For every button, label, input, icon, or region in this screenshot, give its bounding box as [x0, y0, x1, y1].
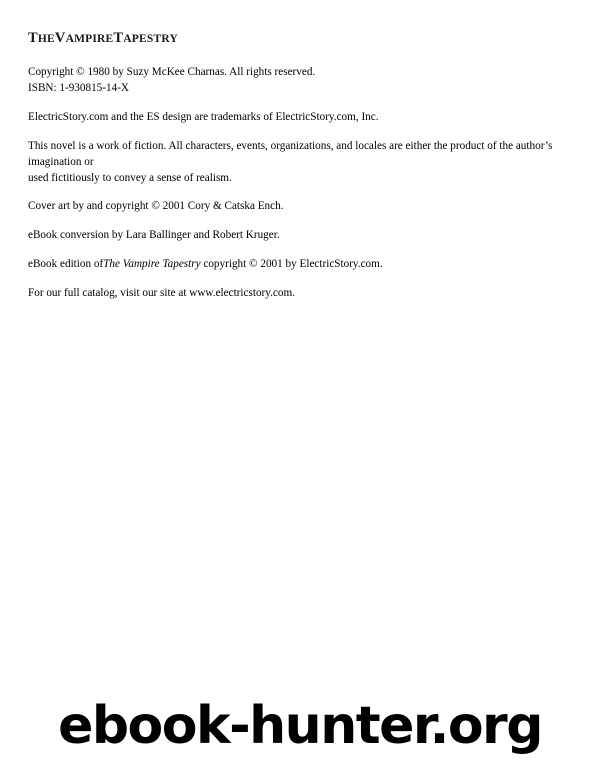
catalog-line: For our full catalog, visit our site at www.electricstory.com.: [28, 287, 295, 300]
site-brand-text: ebook-hunter.org: [58, 696, 542, 756]
title-t-cap: T: [113, 30, 124, 46]
copyright-line: Copyright © 1980 by Suzy McKee Charnas. All rights reserved.: [28, 66, 316, 78]
page-title: [28, 30, 580, 47]
copyright-paragraph: [28, 65, 580, 97]
trademark-paragraph: [28, 110, 580, 126]
title-the-cap: T: [28, 30, 38, 46]
ebook-edition-suffix: copyright © 2001 by ElectricStory.com.: [200, 258, 383, 271]
copyright-page-content: [28, 30, 580, 315]
ebook-conversion-paragraph: [28, 228, 580, 244]
footer-watermark: [0, 696, 600, 756]
cover-art-paragraph: [28, 199, 580, 215]
isbn-line: ISBN: 1-930815-14-X: [28, 81, 129, 94]
fiction-disclaimer-line2: used fictitiously to convey a sense of realism.: [28, 171, 232, 184]
ebook-conversion-line: eBook conversion by Lara Ballinger and Robert Kruger.: [28, 229, 280, 242]
title-the-rest: HE: [37, 33, 55, 45]
fiction-disclaimer-paragraph: [28, 139, 580, 187]
ebook-edition-paragraph: [28, 257, 580, 273]
cover-art-line: Cover art by and copyright © 2001 Cory & Catska Ench.: [28, 200, 284, 213]
catalog-paragraph: [28, 286, 580, 302]
title-ampire: AMPIRE: [65, 33, 114, 45]
ebook-edition-title: The Vampire Tapestry: [103, 258, 201, 271]
trademark-line: ElectricStory.com and the ES design are trademarks of ElectricStory.com, Inc.: [28, 110, 379, 123]
title-apestry: APESTRY: [123, 33, 178, 45]
title-v-cap: V: [54, 30, 66, 46]
fiction-disclaimer-line1: This novel is a work of fiction. All characters, events, organizations, and locales are either the product of the author’s imagination or: [28, 139, 553, 168]
ebook-edition-prefix: eBook edition of: [28, 258, 104, 271]
